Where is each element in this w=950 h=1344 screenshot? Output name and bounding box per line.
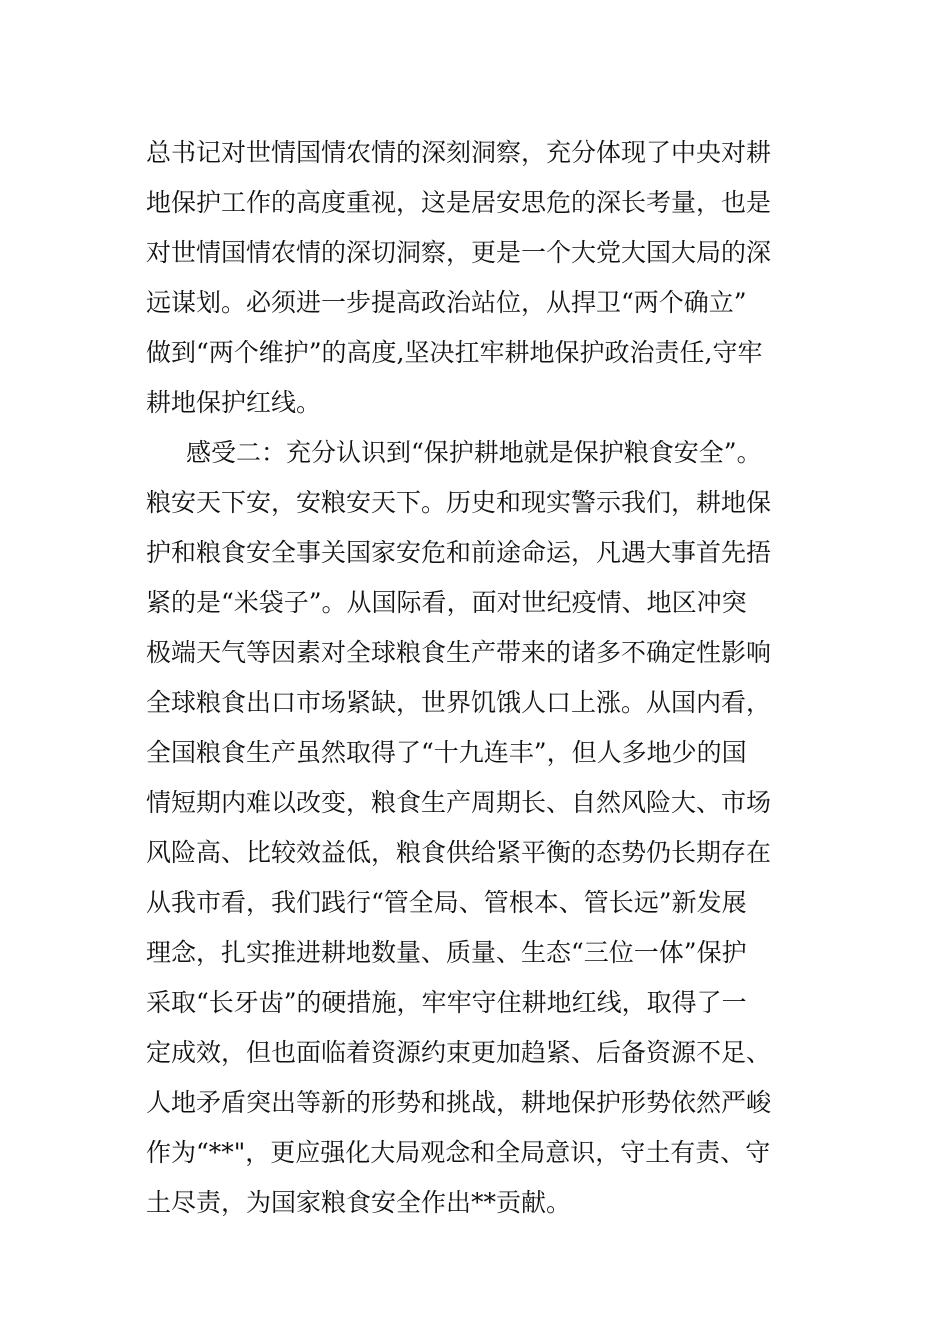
text-line: 全国粮食生产虽然取得了“十九连丰”，但人多地少的国 — [146, 738, 747, 767]
text-line: 耕地保护红线。 — [146, 388, 322, 417]
body-text — [146, 128, 816, 1228]
text-line: 定成效，但也面临着资源约束更加趋紧、后备资源不足、 — [146, 1038, 772, 1067]
text-line: 情短期内难以改变，粮食生产周期长、自然风险大、市场 — [146, 788, 772, 817]
text-line: 作为“**"，更应强化大局观念和全局意识，守土有责、守 — [146, 1138, 771, 1167]
text-line: 远谋划。必须进一步提高政治站位，从捍卫“两个确立” — [146, 288, 747, 317]
text-line: 从我市看，我们践行“管全局、管根本、管长远”新发展 — [146, 888, 747, 917]
text-line: 护和粮食安全事关国家安危和前途命运，凡遇大事首先捂 — [146, 538, 772, 567]
text-line: 理念，扎实推进耕地数量、质量、生态“三位一体”保护 — [146, 938, 747, 967]
text-line: 做到“两个维护”的高度,坚决扛牢耕地保护政治责任,守牢 — [146, 338, 763, 367]
text-line: 土尽责，为国家粮食安全作出**贡献。 — [146, 1188, 572, 1217]
text-line: 地保护工作的高度重视，这是居安思危的深长考量，也是 — [146, 188, 772, 217]
text-line: 紧的是“米袋子”。从国际看，面对世纪疫情、地区冲突 — [146, 588, 747, 617]
text-line: 极端天气等因素对全球粮食生产带来的诸多不确定性影响 — [146, 638, 772, 667]
text-line: 采取“长牙齿”的硬措施，牢牢守住耕地红线，取得了一 — [146, 988, 747, 1017]
text-line: 粮安天下安，安粮安天下。历史和现实警示我们，耕地保 — [146, 488, 772, 517]
text-line: 总书记对世情国情农情的深刻洞察，充分体现了中央对耕 — [146, 138, 772, 167]
text-line: 风险高、比较效益低，粮食供给紧平衡的态势仍长期存在 — [146, 838, 772, 867]
text-line: 人地矛盾突出等新的形势和挑战，耕地保护形势依然严峻 — [146, 1088, 772, 1117]
section-heading: 感受二：充分认识到“保护耕地就是保护粮食安全”。 — [186, 438, 762, 467]
text-line: 对世情国情农情的深切洞察，更是一个大党大国大局的深 — [146, 238, 772, 267]
text-line: 全球粮食出口市场紧缺，世界饥饿人口上涨。从国内看， — [146, 688, 772, 717]
